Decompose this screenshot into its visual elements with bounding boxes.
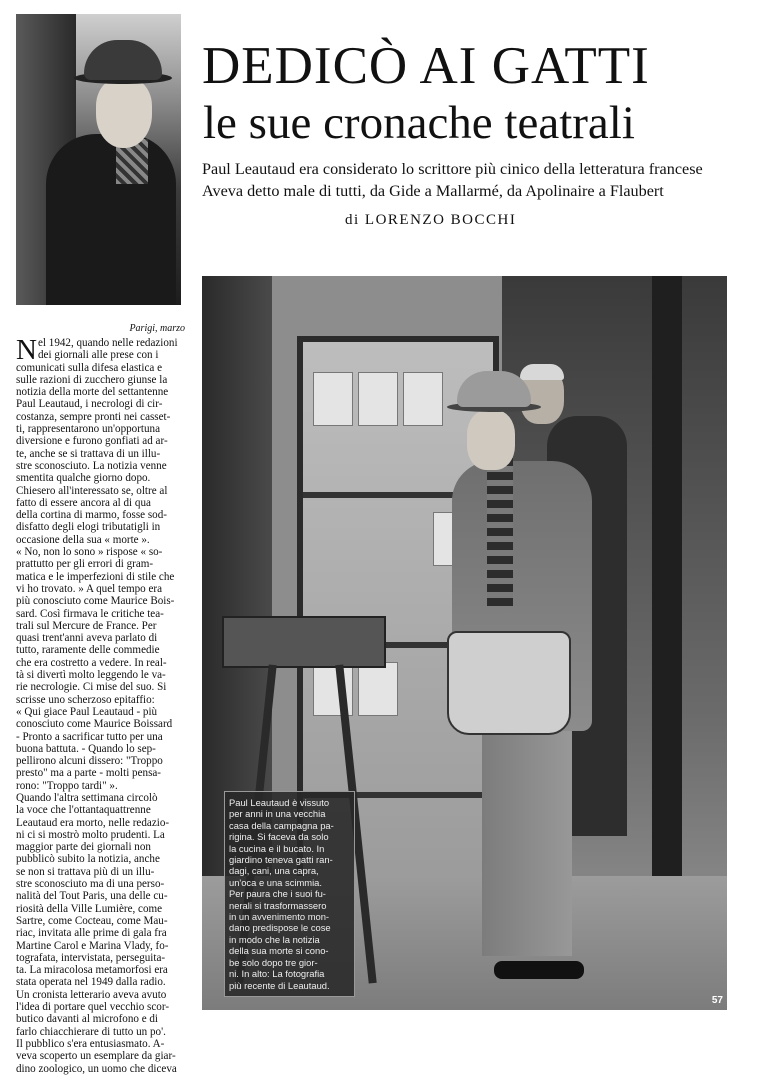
caption-line: della sua morte si cono- bbox=[229, 945, 329, 957]
photo-caption bbox=[224, 791, 355, 997]
article-line: ni ci si mostrò molto prudenti. La bbox=[16, 828, 165, 841]
caption-line: ni. In alto: La fotografia bbox=[229, 968, 325, 980]
article-line: Martine Carol e Marina Vlady, fo- bbox=[16, 939, 169, 952]
article-line: smentita qualche giorno dopo. bbox=[16, 472, 151, 485]
caption-line: giardino teneva gatti ran- bbox=[229, 854, 333, 866]
article-line: riosità della Ville Lumière, come bbox=[16, 902, 163, 915]
article-line: che era costretto a vedere. In real- bbox=[16, 656, 167, 669]
photo-book bbox=[358, 662, 398, 716]
article-line: « No, non lo sono » rispose « so- bbox=[16, 546, 163, 559]
photo-figure-coat bbox=[46, 134, 176, 305]
article-line: Sartre, come Cocteau, come Mau- bbox=[16, 914, 168, 927]
dateline: Parigi, marzo bbox=[129, 323, 185, 334]
deck bbox=[202, 158, 747, 202]
photo-book bbox=[403, 372, 443, 426]
article-line: stata operata nel 1949 dalla radio. bbox=[16, 976, 166, 989]
caption-line: la cucina e il bucato. In bbox=[229, 842, 325, 854]
article-line: stre sconosciuto ma di una perso- bbox=[16, 878, 165, 891]
caption-line: in modo che la notizia bbox=[229, 933, 320, 945]
article-line: occasione della sua « morte ». bbox=[16, 533, 150, 546]
article-line: buona battuta. - Quando lo sep- bbox=[16, 742, 156, 755]
article-line: ti, rappresentarono un'opportuna bbox=[16, 423, 161, 436]
article-line: tutto, raramente delle commedie bbox=[16, 644, 160, 657]
article-line: « Qui giace Paul Leautaud - più bbox=[16, 705, 158, 718]
photo-doorframe bbox=[652, 276, 682, 876]
caption-line: più recente di Leautaud. bbox=[229, 979, 330, 991]
article-line: conosciuto come Maurice Boissard bbox=[16, 718, 173, 731]
article-line: vi ho trovato. » A quel tempo era bbox=[16, 582, 163, 595]
caption-line: un'oca e una scimmia. bbox=[229, 876, 322, 888]
article-line: riac, invitata alle prime di gala fra bbox=[16, 927, 167, 940]
photo-figure-hat bbox=[84, 40, 162, 80]
deck-line-2: Aveva detto male di tutti, da Gide a Mallarmé, da Apolinaire a Flaubert bbox=[202, 182, 664, 200]
article-line: farlo chiacchierare di tutto un po'. bbox=[16, 1025, 166, 1038]
article-line: Un cronista letterario aveva avuto bbox=[16, 988, 167, 1001]
article-line: sard. Così firmava le critiche tea- bbox=[16, 607, 164, 620]
article-line: costanza, sempre pronti nei casset- bbox=[16, 410, 171, 423]
caption-line: casa della campagna pa- bbox=[229, 819, 334, 831]
article-line: rie necrologie. Ci mise del suo. Si bbox=[16, 681, 167, 694]
article-line: pellirono alcuni dissero: "Troppo bbox=[16, 755, 163, 768]
article-line: Chiesero all'interessato se, oltre al bbox=[16, 484, 168, 497]
article-body bbox=[16, 334, 186, 1075]
article-line: la voce che l'ottantaquattrenne bbox=[16, 804, 151, 817]
article-line: comunicati sulla difesa elastica e bbox=[16, 361, 163, 374]
article-line: tà si divertì molto leggendo le va- bbox=[16, 669, 166, 682]
article-line: l'idea di portare quel vecchio scor- bbox=[16, 1001, 170, 1014]
caption-line: be solo dopo tre gior- bbox=[229, 956, 318, 968]
caption-line: dagi, cani, una capra, bbox=[229, 865, 319, 877]
photo-man-bag bbox=[447, 631, 571, 735]
article-line: prattutto per gli errori di gram- bbox=[16, 558, 154, 571]
caption-line: per anni in una vecchia bbox=[229, 808, 326, 820]
article-line: Paul Leautaud, i necrologi di cir- bbox=[16, 398, 163, 411]
photo-book bbox=[358, 372, 398, 426]
article-line: notizia della morte del settantenne bbox=[16, 386, 169, 399]
article-line: nalità del Tout Paris, una delle cu- bbox=[16, 890, 168, 903]
article-line: matica e le imperfezioni di stile che bbox=[16, 570, 175, 583]
photo-book bbox=[313, 372, 353, 426]
article-line: tografata, intervistata, perseguita- bbox=[16, 951, 166, 964]
portrait-photo bbox=[16, 14, 181, 305]
article-line: fatto di essere ancora al di qua bbox=[16, 496, 151, 509]
deck-line-1: Paul Leautaud era considerato lo scrittore più cinico della letteratura francese bbox=[202, 160, 703, 178]
article-line: trali sul Mercure de France. Per bbox=[16, 619, 157, 632]
headline-line-2: le sue cronache teatrali bbox=[203, 97, 635, 149]
caption-line: Per paura che i suoi fu- bbox=[229, 888, 326, 900]
article-line: rono: "Troppo tardi" ». bbox=[16, 779, 118, 792]
byline: di LORENZO BOCCHI bbox=[345, 212, 517, 228]
article-line: el 1942, quando nelle redazioni bbox=[38, 337, 178, 349]
drop-cap: N bbox=[16, 334, 37, 366]
article-line: maggior parte dei giornali non bbox=[16, 841, 151, 854]
caption-line: in un avvenimento mon- bbox=[229, 911, 330, 923]
photo-book-stall bbox=[222, 616, 386, 668]
caption-line: rigina. Si faceva da solo bbox=[229, 831, 329, 843]
article-line: dei giornali alle prese con i bbox=[38, 349, 159, 362]
article-line: te, anche se si trattava di un illu- bbox=[16, 447, 161, 460]
article-line: scrisse uno scherzoso epitaffio: bbox=[16, 693, 155, 706]
photo-passerby-hair bbox=[520, 364, 564, 380]
article-line: presto" ma a parte - molti pensa- bbox=[16, 767, 161, 780]
photo-man-face bbox=[467, 410, 515, 470]
photo-man-legs bbox=[482, 726, 572, 956]
article-line: veva scoperto un esemplare da giar- bbox=[16, 1050, 176, 1063]
article-line: diversione e furono gonfiati ad ar- bbox=[16, 435, 168, 448]
article-line: sulle razioni di zucchero giunse la bbox=[16, 373, 168, 386]
article-line: Il pubblico s'era entusiasmato. A- bbox=[16, 1037, 165, 1050]
article-line: Leautaud era morto, nelle redazio- bbox=[16, 816, 170, 829]
article-line: dino zoologico, un uomo che diceva bbox=[16, 1062, 177, 1075]
page-number: 57 bbox=[711, 995, 723, 1006]
article-line: stre sconosciuto. La notizia venne bbox=[16, 459, 167, 472]
article-line: quasi trent'anni aveva parlato di bbox=[16, 632, 158, 645]
article-line: - Pronto a sacrificar tutto per una bbox=[16, 730, 163, 743]
photo-man-shoes bbox=[494, 961, 584, 979]
article-line: disfatto degli elogi tributatigli in bbox=[16, 521, 161, 534]
article-line: butico davanti al microfono e di bbox=[16, 1013, 159, 1026]
caption-line: Paul Leautaud è vissuto bbox=[229, 797, 330, 808]
article-line: pubblicò subito la notizia, anche bbox=[16, 853, 160, 866]
caption-line: dano predispose le cose bbox=[229, 922, 331, 934]
article-line: se non si trattava più di un illu- bbox=[16, 865, 155, 878]
article-line: Quando l'altra settimana circolò bbox=[16, 791, 158, 804]
article-line: della cortina di marmo, fosse sod- bbox=[16, 509, 167, 522]
caption-line: nerali si trasformassero bbox=[229, 899, 327, 911]
article-line: ta. La miracolosa metamorfosi era bbox=[16, 964, 168, 977]
photo-man-scarf bbox=[487, 456, 513, 606]
headline-line-1: DEDICÒ AI GATTI bbox=[202, 37, 650, 95]
main-photo bbox=[202, 276, 727, 1010]
article-line: più conosciuto come Maurice Bois- bbox=[16, 595, 175, 608]
photo-figure-face bbox=[96, 78, 152, 148]
